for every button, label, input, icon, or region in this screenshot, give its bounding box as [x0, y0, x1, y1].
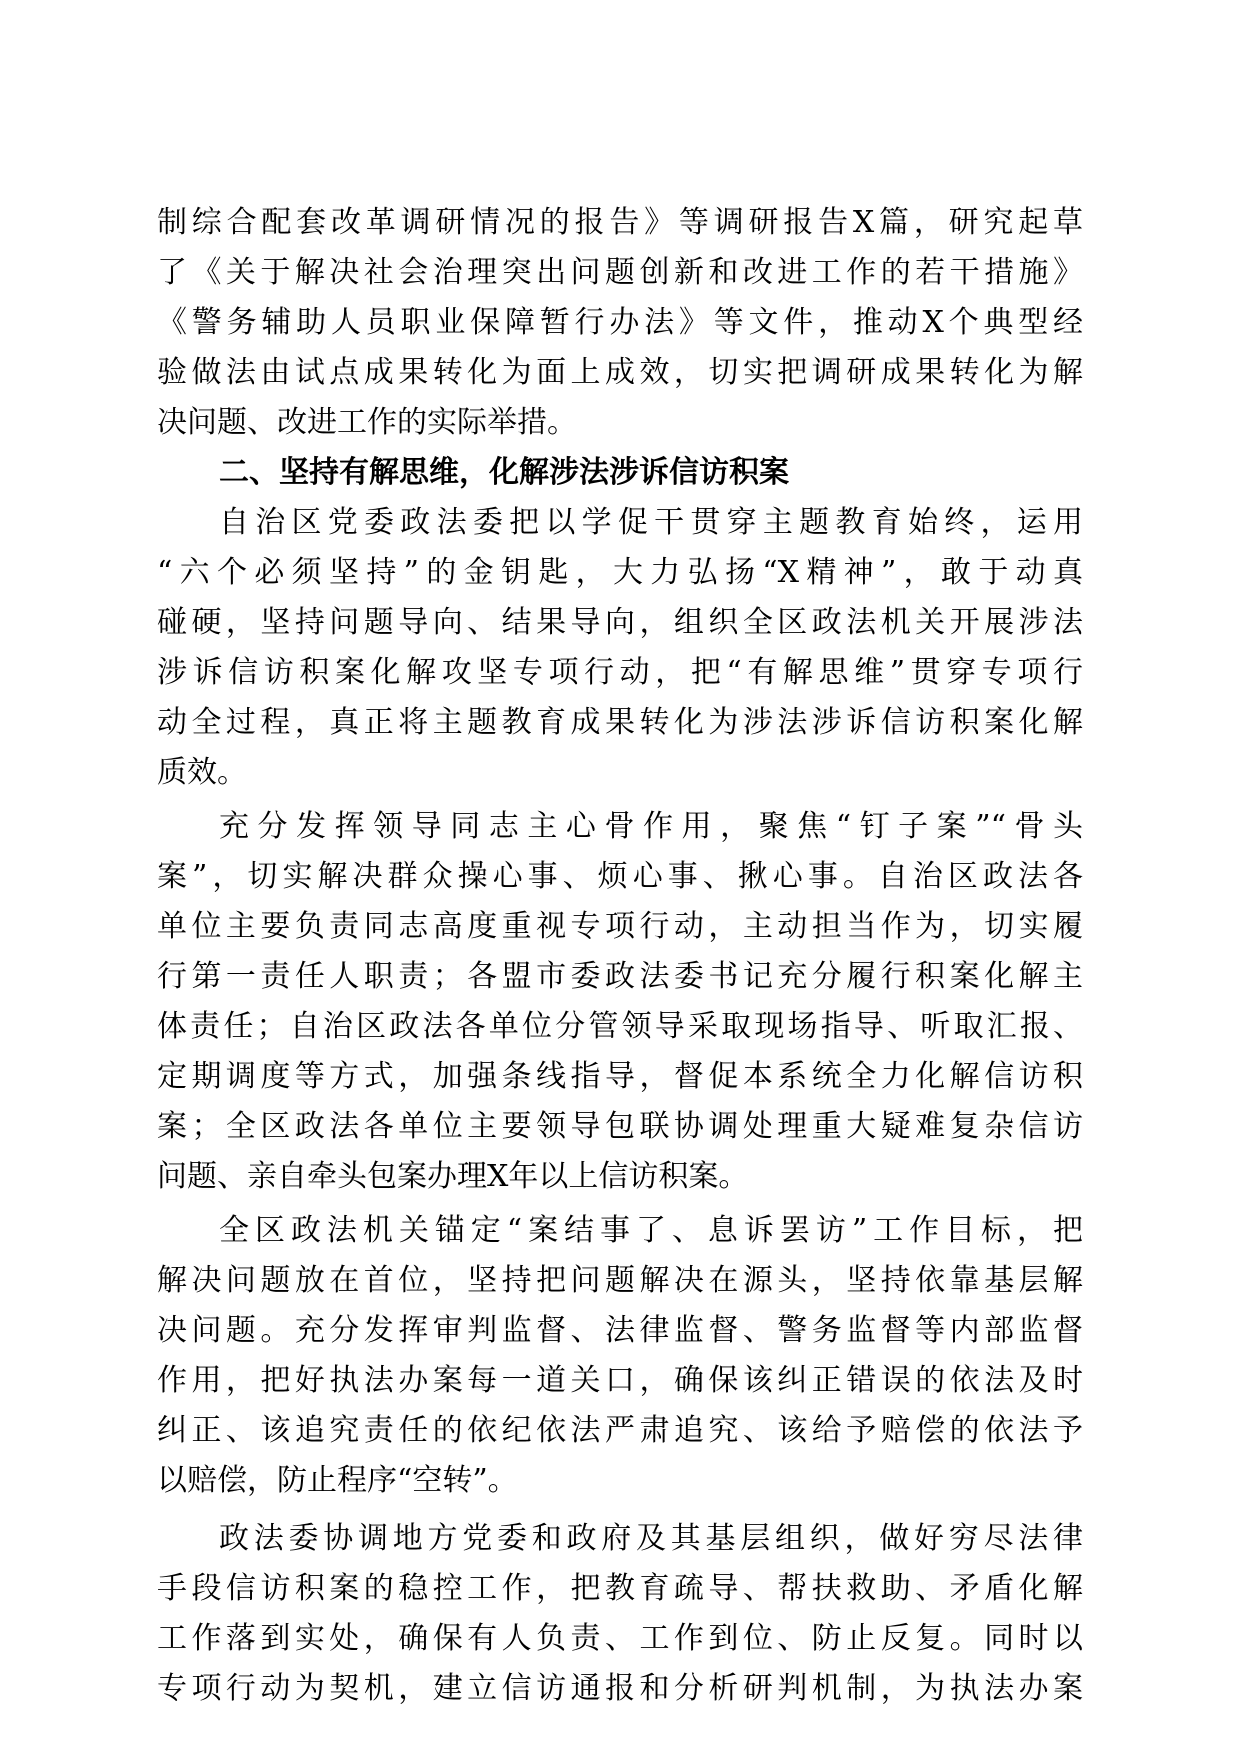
text-line: 质效。 — [157, 755, 247, 790]
text-line: 全区政法机关锚定“案结事了、息诉罢访”工作目标，把 — [219, 1213, 1083, 1248]
paragraph-1 — [157, 498, 1083, 798]
text-line: 充分发挥领导同志主心骨作用，聚焦“钉子案”“骨头 — [219, 809, 1083, 844]
text-line: 案”，切实解决群众操心事、烦心事、揪心事。自治区政法各 — [157, 859, 1083, 894]
document-body — [157, 198, 1083, 1714]
text-line: 制综合配套改革调研情况的报告》等调研报告X篇，研究起草 — [157, 205, 1083, 240]
text-line: 工作落到实处，确保有人负责、工作到位、防止反复。同时以 — [157, 1621, 1083, 1656]
paragraph-continuation — [157, 198, 1083, 448]
text-line: 案；全区政法各单位主要领导包联协调处理重大疑难复杂信访 — [157, 1109, 1083, 1144]
text-line: 决问题。充分发挥审判监督、法律监督、警务监督等内部监督 — [157, 1313, 1083, 1348]
text-line: 解决问题放在首位，坚持把问题解决在源头，坚持依靠基层解 — [157, 1263, 1083, 1298]
text-line: 政法委协调地方党委和政府及其基层组织，做好穷尽法律 — [219, 1521, 1083, 1556]
text-line: 问题、亲自牵头包案办理X年以上信访积案。 — [157, 1159, 749, 1194]
text-line: 自治区党委政法委把以学促干贯穿主题教育始终，运用 — [219, 505, 1083, 540]
text-line: 专项行动为契机，建立信访通报和分析研判机制，为执法办案 — [157, 1671, 1083, 1706]
text-line: 《警务辅助人员职业保障暂行办法》等文件，推动X个典型经 — [157, 305, 1083, 340]
section-heading: 二、坚持有解思维，化解涉法涉诉信访积案 — [219, 455, 789, 490]
text-line: 碰硬，坚持问题导向、结果导向，组织全区政法机关开展涉法 — [157, 605, 1083, 640]
text-line: 动全过程，真正将主题教育成果转化为涉法涉诉信访积案化解 — [157, 705, 1083, 740]
text-line: 验做法由试点成果转化为面上成效，切实把调研成果转化为解 — [157, 355, 1083, 390]
text-line: 作用，把好执法办案每一道关口，确保该纠正错误的依法及时 — [157, 1363, 1083, 1398]
text-line: 手段信访积案的稳控工作，把教育疏导、帮扶救助、矛盾化解 — [157, 1571, 1083, 1606]
text-line: 了《关于解决社会治理突出问题创新和改进工作的若干措施》 — [157, 255, 1083, 290]
paragraph-4 — [157, 1514, 1083, 1714]
text-line: 以赔偿，防止程序“空转”。 — [157, 1463, 518, 1498]
paragraph-3 — [157, 1206, 1083, 1506]
text-line: 涉诉信访积案化解攻坚专项行动，把“有解思维”贯穿专项行 — [157, 655, 1083, 690]
text-line: 决问题、改进工作的实际举措。 — [157, 405, 577, 440]
text-line: 行第一责任人职责；各盟市委政法委书记充分履行积案化解主 — [157, 959, 1083, 994]
text-line: 体责任；自治区政法各单位分管领导采取现场指导、听取汇报、 — [157, 1009, 1083, 1044]
text-line: “六个必须坚持”的金钥匙，大力弘扬“X精神”，敢于动真 — [157, 555, 1083, 590]
text-line: 定期调度等方式，加强条线指导，督促本系统全力化解信访积 — [157, 1059, 1083, 1094]
text-line: 单位主要负责同志高度重视专项行动，主动担当作为，切实履 — [157, 909, 1083, 944]
paragraph-2 — [157, 802, 1083, 1202]
text-line: 纠正、该追究责任的依纪依法严肃追究、该给予赔偿的依法予 — [157, 1413, 1083, 1448]
